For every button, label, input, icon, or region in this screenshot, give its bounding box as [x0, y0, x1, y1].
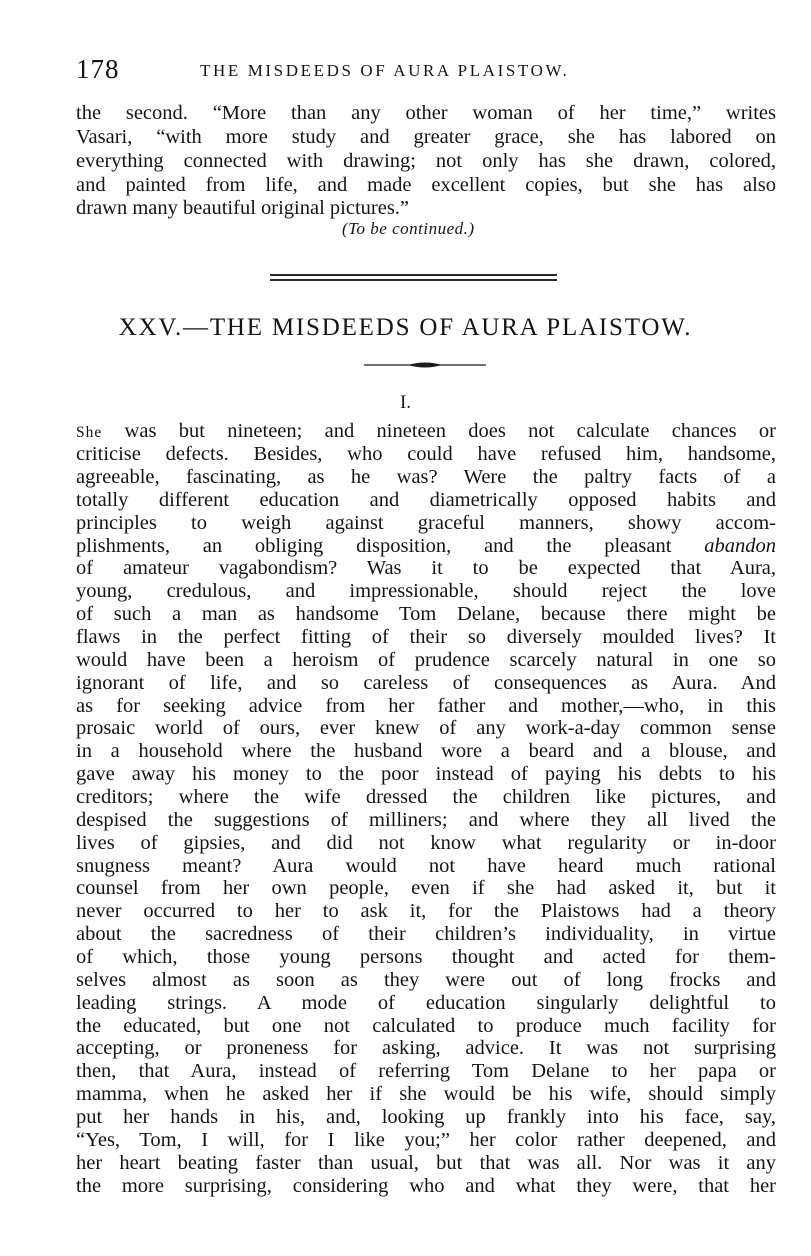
text-line: in a household where the husband wore a beard and a blouse, and [76, 740, 776, 762]
text-line: as for seeking advice from her father and mother,—who, in this [76, 695, 776, 717]
text-line: totally different education and diametrically opposed habits and [76, 489, 776, 511]
ornament-rule-icon [364, 358, 486, 372]
chapter-title: XXV.—THE MISDEEDS OF AURA PLAISTOW. [118, 314, 693, 341]
text-line: creditors; where the wife dressed the children like pictures, and [76, 786, 776, 808]
running-head [74, 54, 779, 84]
text-line: everything connected with drawing; not only has she drawn, colored, [76, 150, 776, 172]
text-line: the second. “More than any other woman of her time,” writes [76, 102, 776, 124]
text-line: lives of gipsies, and did not know what regularity or in-door [76, 832, 776, 854]
text-line: counsel from her own people, even if she had asked it, but it [76, 877, 776, 899]
text-line: flaws in the perfect fitting of their so diversely moulded lives? It [76, 626, 776, 648]
text-line: of which, those young persons thought and acted for them- [76, 946, 776, 968]
text-line: leading strings. A mode of education singularly delightful to [76, 992, 776, 1014]
text-line: accepting, or proneness for asking, advice. It was not surprising [76, 1037, 776, 1059]
text-line: mamma, when he asked her if she would be his wife, should simply [76, 1083, 776, 1105]
text-line: and painted from life, and made excellent copies, but she has also [76, 174, 776, 196]
text-line: criticise defects. Besides, who could have refused him, handsome, [76, 443, 776, 465]
section-divider-rule-bottom [270, 279, 557, 281]
text-line: would have been a heroism of prudence scarcely natural in one so [76, 649, 776, 671]
text-line: drawn many beautiful original pictures.” [76, 197, 410, 219]
text-span: was but nineteen; and nineteen does not calculate chances or [102, 420, 776, 442]
text-line: agreeable, fascinating, as he was? Were the paltry facts of a [76, 466, 776, 488]
text-line: her heart beating faster than usual, but that was all. Nor was it any [76, 1152, 776, 1174]
italic-word: abandon [704, 535, 776, 557]
text-line: of amateur vagabondism? Was it to be expected that Aura, [76, 557, 776, 579]
text-line-first [76, 419, 776, 443]
text-line: snugness meant? Aura would not have heard much rational [76, 855, 776, 877]
text-line: Vasari, “with more study and greater grace, she has labored on [76, 126, 776, 148]
text-line: of such a man as handsome Tom Delane, because there might be [76, 603, 776, 625]
text-line: the educated, but one not calculated to produce much facility for [76, 1015, 776, 1037]
text-line: put her hands in his, and, looking up frankly into his face, say, [76, 1106, 776, 1128]
text-line: selves almost as soon as they were out of long frocks and [76, 969, 776, 991]
text-line: young, credulous, and impressionable, should reject the love [76, 580, 776, 602]
small-caps-opening-word: She [76, 424, 103, 441]
text-line: never occurred to her to ask it, for the Plaistows had a theory [76, 900, 776, 922]
to-be-continued-note: (To be continued.) [342, 219, 475, 238]
text-line: ignorant of life, and so careless of consequences as Aura. And [76, 672, 776, 694]
text-line: “Yes, Tom, I will, for I like you;” her color rather deepened, and [76, 1129, 776, 1151]
text-line: about the sacredness of their children’s individuality, in virtue [76, 923, 776, 945]
text-line: gave away his money to the poor instead of paying his debts to his [76, 763, 776, 785]
page-number: 178 [76, 54, 120, 84]
text-line: the more surprising, considering who and what they were, that her [76, 1175, 776, 1197]
text-line-with-italic [76, 534, 776, 558]
section-divider-rule-top [270, 274, 557, 276]
running-title: THE MISDEEDS OF AURA PLAISTOW. [200, 61, 570, 80]
text-line: principles to weigh against graceful manners, showy accom- [76, 512, 776, 534]
text-line: then, that Aura, instead of referring Tom Delane to her papa or [76, 1060, 776, 1082]
text-span: plishments, an obliging disposition, and the pleasant [76, 535, 705, 557]
text-line: despised the suggestions of milliners; and where they all lived the [76, 809, 776, 831]
text-line: prosaic world of ours, ever knew of any work-a-day common sense [76, 717, 776, 739]
section-number: I. [399, 392, 412, 413]
